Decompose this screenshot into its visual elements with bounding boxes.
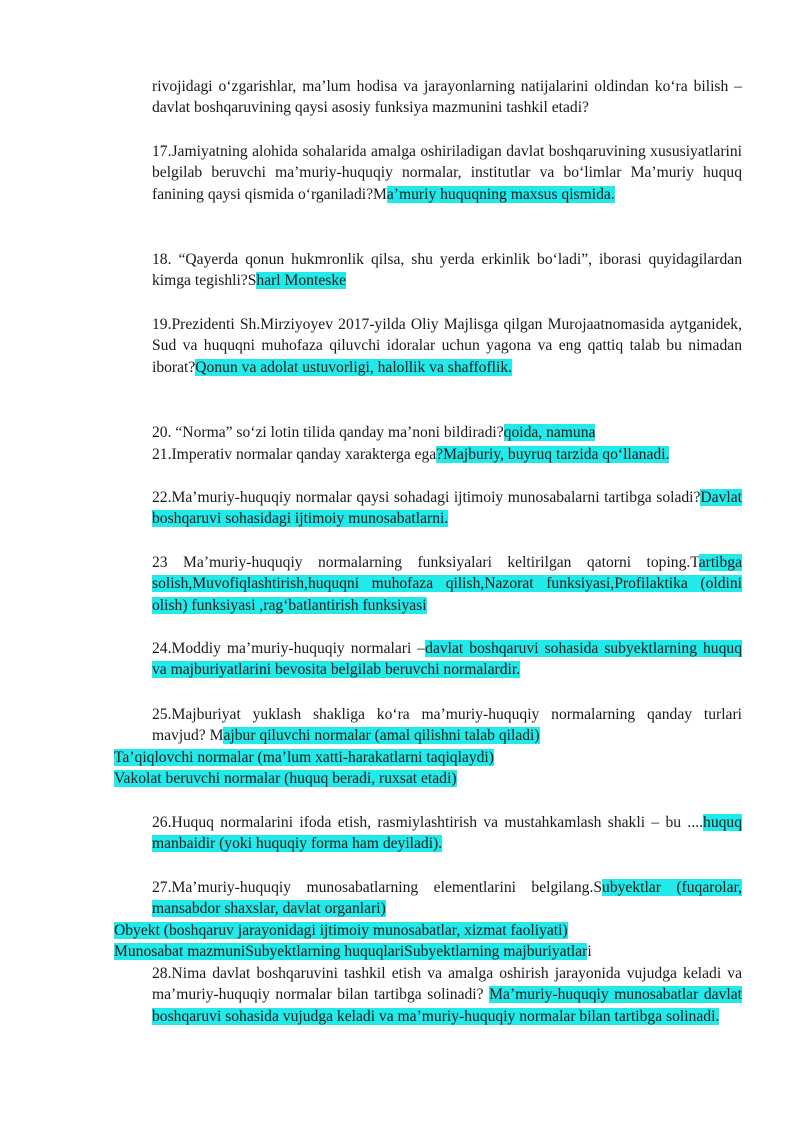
answer-25-line-3 xyxy=(114,768,754,789)
question-23-text: 23 Maʼmuriy-huquqiy normalarning funksiyalari keltirilgan qatorni toping.T xyxy=(152,554,699,571)
answer-25: ajbur qiluvchi normalar (amal qilishni talab qiladi) xyxy=(223,727,540,745)
answer-27-line-3-text: Munosabat mazmuniSubyektlarning huquqlariSubyektlarning majburiyatlar xyxy=(114,943,588,960)
question-24-text: 24.Moddiy maʼmuriy-huquqiy normalari – xyxy=(152,640,426,657)
question-22-text: 22.Maʼmuriy-huquqiy normalar qaysi sohadagi ijtimoiy munosabalarni tartibga soladi? xyxy=(152,489,701,506)
question-28-text: 28.Nima davlat boshqaruvini tashkil etish va amalga oshirish jarayonida vujudga keladi va maʼmuriy-huquqiy normalar bilan tartibga solinadi? xyxy=(152,965,742,1004)
question-26 xyxy=(152,812,742,855)
question-26-text: 26.Huquq normalarini ifoda etish, rasmiylashtirish va mustahkamlash shakli – bu .... xyxy=(152,814,704,831)
answer-18: harl Monteske xyxy=(256,272,347,290)
question-20 xyxy=(152,422,742,443)
question-23 xyxy=(152,552,742,616)
answer-19: Qonun va adolat ustuvorligi, halollik va shaffoflik. xyxy=(195,358,513,376)
question-18 xyxy=(152,249,742,292)
question-19-text: 19.Prezidenti Sh.Mirziyoyev 2017-yilda Oliy Majlisga qilgan Murojaatnomasida aytganidek, Sud va huquqni muhofaza qiluvchi idoralar uchun yagona va eng qattiq talab bu nimadan iborat? xyxy=(152,316,742,376)
answer-23: artibga solish,Muvofiqlashtirish,huquqni muhofaza qilish,Nazorat funksiyasi,Profilaktika (oldini olish) funksiyasi ,ragʻbatlantirish funksiyasi xyxy=(152,554,742,614)
answer-22: Davlat boshqaruvi sohasidagi ijtimoiy munosabatlarni. xyxy=(152,489,742,528)
answer-27-line-2 xyxy=(114,920,754,941)
answer-24: davlat boshqaruvi sohasida subyektlarning huquq va majburiyatlarini bevosita belgilab beruvchi normalardir. xyxy=(152,640,742,679)
question-20-text: 20. “Norma” soʻzi lotin tilida qanday maʼnoni bildiradi? xyxy=(152,424,504,441)
answer-28: Maʼmuriy-huquqiy munosabatlar davlat boshqaruvi sohasida vujudga keladi va maʼmuriy-huquqiy normalar bilan tartibga solinadi. xyxy=(152,986,742,1025)
question-27-text: 27.Maʼmuriy-huquqiy munosabatlarning elementlarini belgilang.S xyxy=(152,879,603,896)
question-24 xyxy=(152,638,742,681)
question-17 xyxy=(152,141,742,205)
question-21 xyxy=(152,444,742,465)
intro-text: rivojidagi oʻzgarishlar, maʼlum hodisa va jarayonlarning natijalarini oldindan koʻra bilish – davlat boshqaruvining qaysi asosiy funksiya mazmunini tashkil etadi? xyxy=(152,78,742,117)
answer-25-line-2-text: Taʼqiqlovchi normalar (maʼlum xatti-harakatlarni taqiqlaydi) xyxy=(114,749,494,766)
question-17-text: 17.Jamiyatning alohida sohalarida amalga oshiriladigan davlat boshqaruvining xususiyatlarini belgilab beruvchi maʼmuriy-huquqiy normalar, institutlar va boʻlimlar Maʼmuriy huquq fanining qaysi qismida oʻrganiladi?M xyxy=(152,143,742,203)
answer-25-line-2 xyxy=(114,747,754,768)
question-25 xyxy=(152,704,742,747)
answer-17: aʼmuriy huquqning maxsus qismida. xyxy=(386,185,615,203)
question-27 xyxy=(152,877,742,920)
question-19 xyxy=(152,314,742,378)
question-22 xyxy=(152,487,742,530)
question-25-text: 25.Majburiyat yuklash shakliga koʻra maʼmuriy-huquqiy normalarning qanday turlari mavjud? M xyxy=(152,706,742,745)
answer-27-line-2-text: Obyekt (boshqaruv jarayonidagi ijtimoiy munosabatlar, xizmat faoliyati) xyxy=(114,922,568,939)
answer-21: ?Majburiy, buyruq tarzida qoʻllanadi. xyxy=(436,446,670,463)
answer-27-line-3 xyxy=(114,941,754,962)
answer-27: ubyektlar (fuqarolar, mansabdor shaxslar, davlat organlari) xyxy=(152,879,742,918)
answer-26: huquq manbaidir (yoki huquqiy forma ham deyiladi). xyxy=(152,814,742,853)
question-18-text: 18. “Qayerda qonun hukmronlik qilsa, shu yerda erkinlik boʻladi”, iborasi quyidagilardan kimga tegishli?S xyxy=(152,251,742,290)
answer-27-line-3-tail: i xyxy=(587,943,592,960)
question-21-text: 21.Imperativ normalar qanday xarakterga ega xyxy=(152,446,437,463)
question-28 xyxy=(152,963,742,1027)
answer-25-line-3-text: Vakolat beruvchi normalar (huquq beradi, ruxsat etadi) xyxy=(114,770,457,787)
intro-paragraph xyxy=(152,76,742,119)
answer-20: qoida, namuna xyxy=(503,424,596,441)
